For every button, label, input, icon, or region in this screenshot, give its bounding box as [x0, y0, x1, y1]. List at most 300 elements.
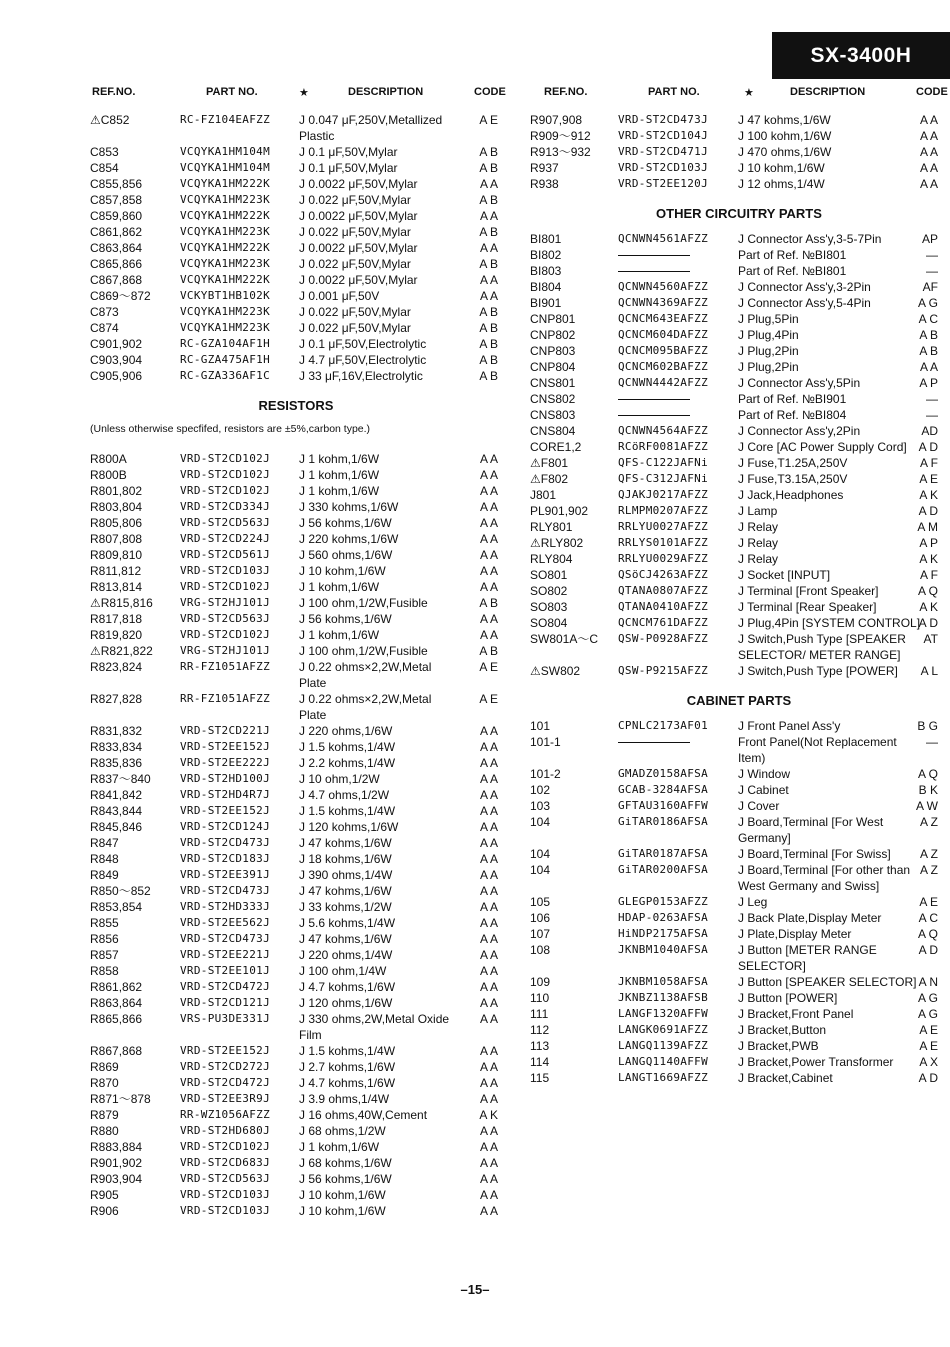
ref-no: CNP801 — [530, 312, 576, 326]
price-code: A A — [479, 740, 498, 754]
description: J Button [SPEAKER SELECTOR] — [738, 975, 917, 989]
price-code: A B — [479, 644, 498, 658]
price-code: A K — [919, 552, 938, 566]
part-no: VRD-ST2CD121J — [180, 996, 270, 1009]
description: J Plug,2Pin — [738, 360, 799, 374]
table-row — [528, 782, 950, 798]
price-code: A A — [479, 788, 498, 802]
price-code: — — [926, 264, 938, 278]
description: Part of Ref. №BI801 — [738, 248, 847, 262]
description: Part of Ref. №BI801 — [738, 264, 847, 278]
description: J Relay — [738, 552, 779, 566]
other-circuitry-title: OTHER CIRCUITRY PARTS — [656, 206, 822, 221]
header-part: PART NO. — [648, 86, 700, 98]
table-row — [86, 1075, 506, 1091]
part-no: GMADZ0158AFSA — [618, 767, 708, 780]
ref-no: R849 — [90, 868, 119, 882]
ref-no: 107 — [530, 927, 551, 941]
table-row — [86, 224, 506, 240]
description: J Plug,5Pin — [738, 312, 799, 326]
price-code: A G — [917, 296, 938, 310]
ref-no: RLY801 — [530, 520, 573, 534]
part-no: QCNCM095BAFZZ — [618, 344, 708, 357]
table-row — [86, 467, 506, 483]
description: J 100 kohm,1/6W — [738, 129, 832, 143]
table-row — [528, 1038, 950, 1054]
description: J 47 kohms,1/6W — [299, 884, 392, 898]
description: J 0.022 μF,50V,Mylar — [299, 193, 411, 207]
description: J 56 kohms,1/6W — [299, 1172, 392, 1186]
blank-part-rule — [618, 415, 690, 416]
ref-no: 104 — [530, 815, 551, 829]
description: J 1 kohm,1/6W — [299, 580, 380, 594]
part-no: VRD-ST2HD333J — [180, 900, 270, 913]
part-no: QSW-P9215AFZZ — [618, 664, 708, 677]
ref-no: R843,844 — [90, 804, 143, 818]
part-no: VRD-ST2CD473J — [180, 836, 270, 849]
ref-no: C854 — [90, 161, 119, 175]
header-description: DESCRIPTION — [790, 86, 866, 98]
ref-no: 104 — [530, 847, 551, 861]
description: J 330 kohms,1/6W — [299, 500, 399, 514]
column-header — [86, 84, 506, 104]
table-row — [528, 535, 950, 551]
blank-part-rule — [618, 399, 690, 400]
table-row — [86, 947, 506, 963]
description: J Connector Ass'y,5-4Pin — [738, 296, 871, 310]
ref-no: R850～852 — [90, 884, 151, 898]
description: J Fuse,T3.15A,250V — [738, 472, 848, 486]
price-code: A C — [918, 911, 938, 925]
part-no: GiTAR0186AFSA — [618, 815, 708, 828]
part-no: QTANA0807AFZZ — [618, 584, 708, 597]
table-row — [86, 611, 506, 627]
description: J Window — [738, 767, 791, 781]
price-code: A E — [919, 1023, 938, 1037]
price-code: A K — [919, 488, 938, 502]
description: J 4.7 kohms,1/6W — [299, 1076, 396, 1090]
ref-no: ⚠R821,822 — [90, 644, 153, 658]
table-row — [528, 894, 950, 910]
description: J 10 kohm,1/6W — [299, 1188, 386, 1202]
description: J 56 kohms,1/6W — [299, 516, 392, 530]
description: J Button [POWER] — [738, 991, 838, 1005]
price-code: A Q — [917, 767, 938, 781]
ref-no: CNS803 — [530, 408, 576, 422]
description: J 18 kohms,1/6W — [299, 852, 392, 866]
price-code: A Q — [917, 584, 938, 598]
price-code: A A — [479, 820, 498, 834]
price-code: A E — [919, 895, 938, 909]
price-code: A A — [479, 273, 498, 287]
part-no: VRD-ST2CD471J — [618, 145, 708, 158]
part-no: VRD-ST2CD103J — [180, 564, 270, 577]
description: J 10 ohm,1/2W — [299, 772, 380, 786]
part-no: VRD-ST2CD221J — [180, 724, 270, 737]
price-code: A B — [479, 321, 498, 335]
part-no: VCQYKA1HM223K — [180, 225, 270, 238]
part-no: QSöCJ4263AFZZ — [618, 568, 708, 581]
description: J Plug,4Pin [SYSTEM CONTROL] — [738, 616, 921, 630]
ref-no: R863,864 — [90, 996, 143, 1010]
table-row — [86, 1123, 506, 1139]
description: J 1 kohm,1/6W — [299, 468, 380, 482]
description: J Bracket,PWB — [738, 1039, 819, 1053]
part-no: VRD-ST2CD103J — [618, 161, 708, 174]
ref-no: R848 — [90, 852, 119, 866]
part-no: HiNDP2175AFSA — [618, 927, 708, 940]
table-row — [86, 899, 506, 915]
table-row — [86, 963, 506, 979]
price-code: A A — [479, 1156, 498, 1170]
ref-no: ⚠F801 — [530, 456, 569, 470]
price-code: A E — [919, 472, 938, 486]
table-row — [528, 766, 950, 782]
description: J 4.7 ohms,1/2W — [299, 788, 390, 802]
table-row — [86, 1107, 506, 1123]
price-code: A Z — [919, 847, 938, 861]
table-row — [86, 915, 506, 931]
part-no — [618, 734, 690, 750]
table-row — [86, 883, 506, 899]
price-code: A A — [479, 516, 498, 530]
ref-no: ⚠SW802 — [530, 664, 581, 678]
ref-no: R837～840 — [90, 772, 151, 786]
ref-no: 105 — [530, 895, 551, 909]
header-star: ★ — [744, 87, 754, 99]
price-code: A E — [919, 1039, 938, 1053]
part-no: VRD-ST2CD102J — [180, 452, 270, 465]
part-no: LANGT1669AFZZ — [618, 1071, 708, 1084]
right-column — [528, 84, 950, 1086]
price-code: A G — [917, 991, 938, 1005]
description: J Bracket,Button — [738, 1023, 827, 1037]
table-row — [528, 910, 950, 926]
part-no: RC-GZA336AF1C — [180, 369, 270, 382]
price-code: A Z — [919, 863, 938, 877]
table-row — [528, 407, 950, 423]
ref-no: R803,804 — [90, 500, 143, 514]
price-code: A A — [479, 1092, 498, 1106]
ref-no: BI803 — [530, 264, 562, 278]
part-no — [618, 247, 690, 263]
price-code: A B — [479, 225, 498, 239]
table-row — [528, 551, 950, 567]
ref-no: R871～878 — [90, 1092, 151, 1106]
table-row — [86, 368, 506, 384]
ref-no: 103 — [530, 799, 551, 813]
left-column — [86, 84, 506, 1219]
header-star: ★ — [299, 87, 309, 99]
ref-no: 102 — [530, 783, 551, 797]
table-row — [86, 627, 506, 643]
price-code: A B — [479, 337, 498, 351]
header-ref: REF.NO. — [92, 86, 136, 98]
ref-no: C855,856 — [90, 177, 143, 191]
ref-no: R883,884 — [90, 1140, 143, 1154]
part-no: RC-FZ104EAFZZ — [180, 113, 270, 126]
description: J Lamp — [738, 504, 778, 518]
price-code: A A — [479, 1060, 498, 1074]
ref-no: R841,842 — [90, 788, 143, 802]
ref-no: CNP804 — [530, 360, 576, 374]
ref-no: 113 — [530, 1039, 550, 1053]
part-no: QCNWN4560AFZZ — [618, 280, 708, 293]
price-code: A E — [479, 692, 498, 706]
ref-no: R847 — [90, 836, 119, 850]
ref-no: C905,906 — [90, 369, 143, 383]
price-code: A B — [479, 305, 498, 319]
ref-no: CNS802 — [530, 392, 576, 406]
ref-no: C873 — [90, 305, 119, 319]
table-row — [86, 1155, 506, 1171]
table-row — [528, 846, 950, 862]
ref-no: R865,866 — [90, 1012, 143, 1026]
price-code: A B — [479, 145, 498, 159]
ref-no: R809,810 — [90, 548, 143, 562]
price-code: A Q — [917, 927, 938, 941]
description: J 1 kohm,1/6W — [299, 452, 380, 466]
description: J 1.5 kohms,1/4W — [299, 804, 396, 818]
table-row — [86, 160, 506, 176]
part-no: VRD-ST2CD104J — [618, 129, 708, 142]
description: J 47 kohms,1/6W — [738, 113, 831, 127]
price-code: A A — [919, 113, 938, 127]
description: J Relay — [738, 520, 779, 534]
part-no: QCNCM643EAFZZ — [618, 312, 708, 325]
price-code: A B — [479, 596, 498, 610]
table-row — [86, 144, 506, 160]
table-row — [86, 835, 506, 851]
ref-no: R819,820 — [90, 628, 143, 642]
price-code: A A — [479, 980, 498, 994]
price-code: A A — [479, 1188, 498, 1202]
ref-no: RLY804 — [530, 552, 573, 566]
part-no: VRD-ST2EE152J — [180, 1044, 270, 1057]
table-row — [528, 1054, 950, 1070]
ref-no: 114 — [530, 1055, 550, 1069]
price-code: A A — [479, 884, 498, 898]
table-row — [86, 931, 506, 947]
column-header — [528, 84, 950, 104]
ref-no: R938 — [530, 177, 559, 191]
table-row — [86, 1171, 506, 1187]
part-no: QCNWN4561AFZZ — [618, 232, 708, 245]
part-no: QCNWN4564AFZZ — [618, 424, 708, 437]
price-code: A A — [479, 1012, 498, 1026]
table-row — [528, 455, 950, 471]
table-row — [528, 942, 950, 974]
part-no: LANGF1320AFFW — [618, 1007, 708, 1020]
description: J 0.0022 μF,50V,Mylar — [299, 209, 418, 223]
ref-no: 108 — [530, 943, 551, 957]
table-row — [528, 144, 950, 160]
part-no: VRD-ST2CD183J — [180, 852, 270, 865]
price-code: A A — [479, 1172, 498, 1186]
description: J 2.7 kohms,1/6W — [299, 1060, 396, 1074]
header-code: CODE — [916, 86, 948, 98]
ref-no: R861,862 — [90, 980, 143, 994]
table-row — [528, 990, 950, 1006]
part-no: VRD-ST2CD473J — [180, 932, 270, 945]
ref-no: R855 — [90, 916, 119, 930]
part-no: QCNWN4442AFZZ — [618, 376, 708, 389]
ref-no: R880 — [90, 1124, 119, 1138]
price-code: A D — [918, 440, 938, 454]
ref-no: ⚠C852 — [90, 113, 130, 127]
table-row — [86, 563, 506, 579]
description: J 47 kohms,1/6W — [299, 836, 392, 850]
table-row — [86, 499, 506, 515]
ref-no: R869 — [90, 1060, 119, 1074]
description: J Board,Terminal [For other than West Germany and Swiss] — [738, 863, 911, 893]
description: J Board,Terminal [For West Germany] — [738, 815, 884, 845]
part-no: VRD-ST2EE101J — [180, 964, 270, 977]
price-code: A G — [917, 1007, 938, 1021]
price-code: A B — [479, 353, 498, 367]
table-row — [86, 192, 506, 208]
ref-no: C853 — [90, 145, 119, 159]
ref-no: R870 — [90, 1076, 119, 1090]
part-no: RR-FZ1051AFZZ — [180, 660, 270, 673]
description: J 2.2 kohms,1/4W — [299, 756, 396, 770]
ref-no: R827,828 — [90, 692, 143, 706]
price-code: A D — [918, 1071, 938, 1085]
description: J 0.1 μF,50V,Mylar — [299, 145, 398, 159]
table-row — [528, 718, 950, 734]
resistors-title: RESISTORS — [258, 398, 334, 413]
ref-no: 110 — [530, 991, 550, 1005]
ref-no: R906 — [90, 1204, 119, 1218]
price-code: A B — [479, 257, 498, 271]
description: J Core [AC Power Supply Cord] — [738, 440, 907, 454]
description: J Connector Ass'y,3-2Pin — [738, 280, 871, 294]
part-no: VRD-ST2CD102J — [180, 468, 270, 481]
table-row — [528, 423, 950, 439]
part-no: HDAP-0263AFSA — [618, 911, 708, 924]
resistors-continued-list — [528, 112, 950, 192]
description: J 0.022 μF,50V,Mylar — [299, 257, 411, 271]
part-no: QCNCM604DAFZZ — [618, 328, 708, 341]
description: J 68 kohms,1/6W — [299, 1156, 392, 1170]
ref-no: BI802 — [530, 248, 562, 262]
description: J 120 kohms,1/6W — [299, 820, 399, 834]
description: J 68 ohms,1/2W — [299, 1124, 386, 1138]
part-no: VRD-ST2CD102J — [180, 628, 270, 641]
ref-no: R835,836 — [90, 756, 143, 770]
part-no: VRD-ST2HD4R7J — [180, 788, 270, 801]
part-no: VRD-ST2EE152J — [180, 804, 270, 817]
part-no: VRD-ST2CD563J — [180, 516, 270, 529]
description: J 0.0022 μF,50V,Mylar — [299, 241, 418, 255]
price-code: AF — [922, 280, 938, 294]
price-code: — — [926, 408, 938, 422]
table-row — [528, 926, 950, 942]
page-number: –15– — [460, 1282, 490, 1297]
part-no: QCNCM602BAFZZ — [618, 360, 708, 373]
ref-no: BI804 — [530, 280, 562, 294]
table-row — [528, 503, 950, 519]
part-no: JKNBM1058AFSA — [618, 975, 708, 988]
part-no: LANGQ1140AFFW — [618, 1055, 708, 1068]
part-no: VRS-PU3DE331J — [180, 1012, 270, 1025]
part-no: VRD-ST2CD563J — [180, 1172, 270, 1185]
part-no: VRD-ST2CD103J — [180, 1188, 270, 1201]
table-row — [86, 320, 506, 336]
table-row — [528, 862, 950, 894]
description: J 470 ohms,1/6W — [738, 145, 832, 159]
price-code: A A — [479, 548, 498, 562]
part-no: VCQYKA1HM223K — [180, 193, 270, 206]
part-no: VCQYKA1HM223K — [180, 257, 270, 270]
table-row — [528, 247, 950, 263]
ref-no: R901,902 — [90, 1156, 143, 1170]
table-row — [528, 663, 950, 679]
price-code: A A — [919, 360, 938, 374]
part-no: VRD-ST2EE3R9J — [180, 1092, 270, 1105]
ref-no: CNP803 — [530, 344, 576, 358]
part-no: VRD-ST2EE562J — [180, 916, 270, 929]
part-no: VRD-ST2EE221J — [180, 948, 270, 961]
part-no: RRLYU0027AFZZ — [618, 520, 708, 533]
part-no: VRD-ST2HD680J — [180, 1124, 270, 1137]
table-row — [86, 272, 506, 288]
description: J Connector Ass'y,3-5-7Pin — [738, 232, 882, 246]
price-code: A D — [918, 616, 938, 630]
part-no: GiTAR0200AFSA — [618, 863, 708, 876]
description: J 0.022 μF,50V,Mylar — [299, 321, 411, 335]
description: J Jack,Headphones — [738, 488, 844, 502]
table-row — [86, 240, 506, 256]
table-row — [86, 739, 506, 755]
ref-no: SO803 — [530, 600, 568, 614]
ref-no: C903,904 — [90, 353, 143, 367]
description: J 0.1 μF,50V,Mylar — [299, 161, 398, 175]
table-row — [86, 515, 506, 531]
ref-no: R823,824 — [90, 660, 143, 674]
part-no: VRD-ST2EE391J — [180, 868, 270, 881]
table-row — [86, 723, 506, 739]
ref-no: ⚠RLY802 — [530, 536, 584, 550]
part-no: QJAKJ0217AFZZ — [618, 488, 708, 501]
table-row — [86, 819, 506, 835]
description: J 33 μF,16V,Electrolytic — [299, 369, 423, 383]
table-row — [528, 343, 950, 359]
table-row — [528, 295, 950, 311]
ref-no: R811,812 — [90, 564, 142, 578]
part-no: VCQYKA1HM222K — [180, 209, 270, 222]
part-no: VRD-ST2CD472J — [180, 980, 270, 993]
ref-no: C857,858 — [90, 193, 143, 207]
price-code: A A — [919, 161, 938, 175]
table-row — [86, 787, 506, 803]
header-description: DESCRIPTION — [348, 86, 424, 98]
price-code: A A — [479, 289, 498, 303]
ref-no: CNS801 — [530, 376, 576, 390]
price-code: A E — [479, 113, 498, 127]
part-no: RC-GZA104AF1H — [180, 337, 270, 350]
table-row — [528, 128, 950, 144]
ref-no: R831,832 — [90, 724, 143, 738]
price-code: A N — [918, 975, 938, 989]
ref-no: R937 — [530, 161, 559, 175]
price-code: A D — [918, 943, 938, 957]
resistors-note: (Unless otherwise specfifed, resistors are ±5%,carbon type.) — [90, 423, 371, 435]
part-no: VCQYKA1HM104M — [180, 145, 270, 158]
ref-no: C869～872 — [90, 289, 151, 303]
price-code: A P — [919, 376, 938, 390]
description: J 1 kohm,1/6W — [299, 628, 380, 642]
